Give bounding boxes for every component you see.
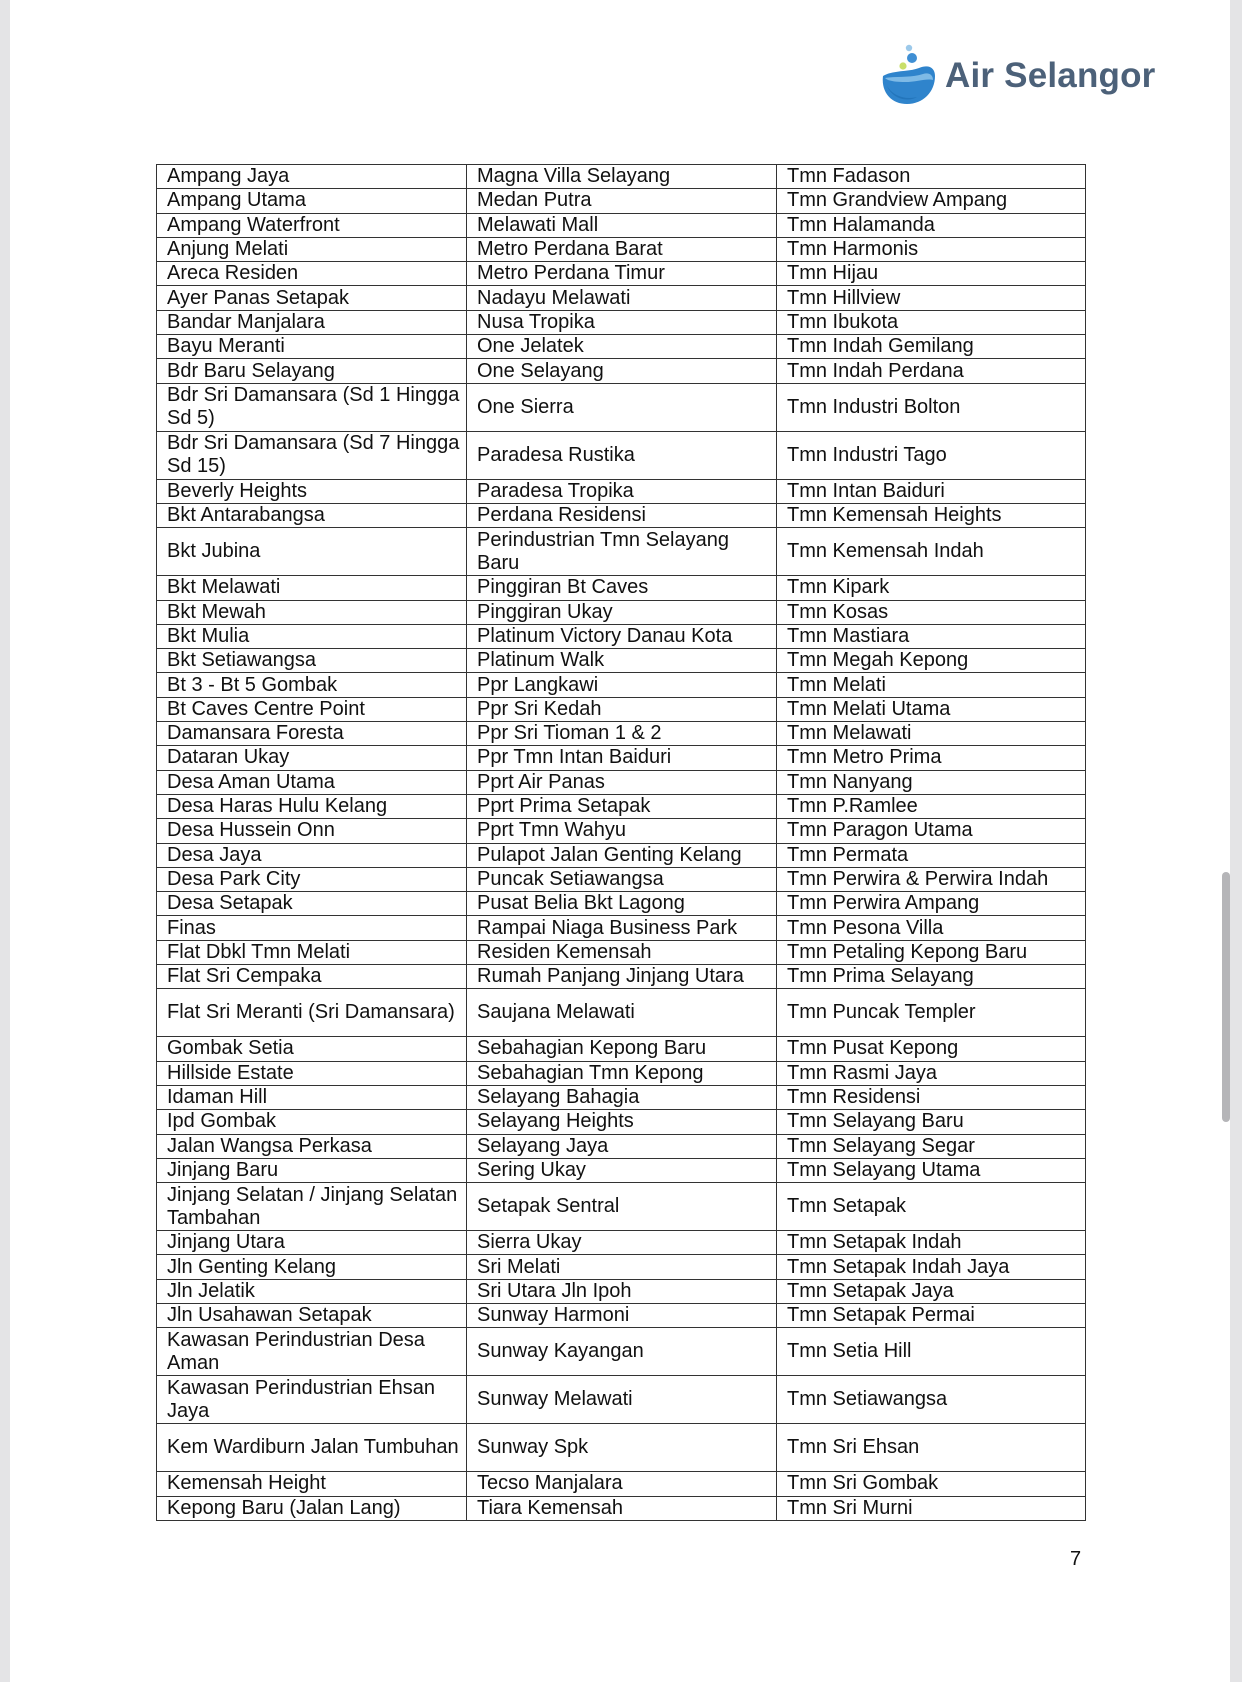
table-row (157, 722, 1086, 746)
table-cell: Perdana Residensi (467, 503, 777, 527)
table-row (157, 335, 1086, 359)
table-cell: Tmn Nanyang (777, 770, 1086, 794)
table-cell: Desa Hussein Onn (157, 819, 467, 843)
table-cell: Desa Jaya (157, 843, 467, 867)
table-cell: Tmn Setia Hill (777, 1328, 1086, 1376)
table-row (157, 794, 1086, 818)
table-cell: Tmn Hijau (777, 262, 1086, 286)
table-cell: Jinjang Utara (157, 1231, 467, 1255)
table-cell: Tmn Permata (777, 843, 1086, 867)
table-row (157, 1158, 1086, 1182)
table-row (157, 989, 1086, 1037)
table-cell: Nusa Tropika (467, 310, 777, 334)
table-cell: One Selayang (467, 359, 777, 383)
table-row (157, 1085, 1086, 1109)
table-cell: Areca Residen (157, 262, 467, 286)
table-cell: Tmn Perwira & Perwira Indah (777, 867, 1086, 891)
table-cell: Bkt Mewah (157, 600, 467, 624)
table-cell: Desa Haras Hulu Kelang (157, 794, 467, 818)
table-row (157, 843, 1086, 867)
table-cell: Ppr Sri Kedah (467, 697, 777, 721)
air-selangor-logo (879, 40, 1156, 112)
table-cell: Tmn Setapak (777, 1183, 1086, 1231)
table-cell: Tmn Mastiara (777, 624, 1086, 648)
table-cell: Tiara Kemensah (467, 1496, 777, 1520)
table-cell: Ayer Panas Setapak (157, 286, 467, 310)
table-row (157, 892, 1086, 916)
table-cell: Tmn Petaling Kepong Baru (777, 940, 1086, 964)
service-area-table (156, 164, 1086, 1521)
table-cell: Sunway Harmoni (467, 1303, 777, 1327)
table-cell: Bkt Antarabangsa (157, 503, 467, 527)
table-cell: Jln Jelatik (157, 1279, 467, 1303)
table-row (157, 359, 1086, 383)
table-cell: Idaman Hill (157, 1085, 467, 1109)
table-cell: Damansara Foresta (157, 722, 467, 746)
table-cell: Jinjang Selatan / Jinjang Selatan Tambahan (157, 1183, 467, 1231)
table-row (157, 1472, 1086, 1496)
table-cell: Tmn Megah Kepong (777, 649, 1086, 673)
table-cell: Flat Sri Meranti (Sri Damansara) (157, 989, 467, 1037)
table-cell: Jln Genting Kelang (157, 1255, 467, 1279)
table-cell: Tmn Sri Gombak (777, 1472, 1086, 1496)
table-cell: Tmn Melawati (777, 722, 1086, 746)
table-cell: Pusat Belia Bkt Lagong (467, 892, 777, 916)
table-cell: Tmn Indah Gemilang (777, 335, 1086, 359)
table-cell: Perindustrian Tmn Selayang Baru (467, 528, 777, 576)
table-row (157, 1376, 1086, 1424)
table-cell: Tmn Prima Selayang (777, 965, 1086, 989)
table-cell: Bkt Melawati (157, 576, 467, 600)
table-row (157, 673, 1086, 697)
table-cell: Tmn Harmonis (777, 237, 1086, 261)
table-cell: Tmn Indah Perdana (777, 359, 1086, 383)
table-cell: Kawasan Perindustrian Ehsan Jaya (157, 1376, 467, 1424)
table-cell: Kemensah Height (157, 1472, 467, 1496)
table-row (157, 600, 1086, 624)
table-cell: Rumah Panjang Jinjang Utara (467, 965, 777, 989)
table-cell: Jln Usahawan Setapak (157, 1303, 467, 1327)
table-cell: Residen Kemensah (467, 940, 777, 964)
table-cell: Tmn Setapak Indah Jaya (777, 1255, 1086, 1279)
table-cell: Bkt Setiawangsa (157, 649, 467, 673)
table-cell: Tmn Industri Tago (777, 431, 1086, 479)
table-row (157, 503, 1086, 527)
table-row (157, 431, 1086, 479)
table-cell: Tmn Industri Bolton (777, 383, 1086, 431)
table-cell: Bayu Meranti (157, 335, 467, 359)
table-row (157, 916, 1086, 940)
table-cell: Bdr Sri Damansara (Sd 1 Hingga Sd 5) (157, 383, 467, 431)
table-cell: Tmn Kemensah Heights (777, 503, 1086, 527)
table-cell: Tmn Sri Ehsan (777, 1424, 1086, 1472)
table-cell: Pprt Air Panas (467, 770, 777, 794)
table-row (157, 649, 1086, 673)
table-cell: Kem Wardiburn Jalan Tumbuhan (157, 1424, 467, 1472)
table-cell: Sebahagian Tmn Kepong (467, 1061, 777, 1085)
table-cell: Bt Caves Centre Point (157, 697, 467, 721)
table-cell: Sunway Spk (467, 1424, 777, 1472)
table-cell: Tmn Pesona Villa (777, 916, 1086, 940)
table-cell: Tmn Kipark (777, 576, 1086, 600)
table-cell: Tmn Selayang Baru (777, 1110, 1086, 1134)
table-row (157, 528, 1086, 576)
table-cell: Rampai Niaga Business Park (467, 916, 777, 940)
table-cell: Medan Putra (467, 189, 777, 213)
table-cell: Tmn Kemensah Indah (777, 528, 1086, 576)
table-row (157, 1255, 1086, 1279)
table-row (157, 1183, 1086, 1231)
table-cell: Tmn Intan Baiduri (777, 479, 1086, 503)
table-cell: Tmn Metro Prima (777, 746, 1086, 770)
table-cell: Selayang Heights (467, 1110, 777, 1134)
water-drop-icon (879, 42, 939, 110)
table-cell: Tmn Melati (777, 673, 1086, 697)
table-cell: Pinggiran Bt Caves (467, 576, 777, 600)
table-row (157, 697, 1086, 721)
table-row (157, 1061, 1086, 1085)
table-row (157, 1303, 1086, 1327)
table-cell: Bandar Manjalara (157, 310, 467, 334)
table-cell: Setapak Sentral (467, 1183, 777, 1231)
table-cell: Tmn Rasmi Jaya (777, 1061, 1086, 1085)
table-cell: Sierra Ukay (467, 1231, 777, 1255)
table-cell: One Jelatek (467, 335, 777, 359)
table-row (157, 1328, 1086, 1376)
table-row (157, 576, 1086, 600)
table-row (157, 1279, 1086, 1303)
table-cell: Flat Dbkl Tmn Melati (157, 940, 467, 964)
table-cell: Tmn Halamanda (777, 213, 1086, 237)
table-cell: Desa Park City (157, 867, 467, 891)
table-cell: Pprt Tmn Wahyu (467, 819, 777, 843)
table-cell: Platinum Walk (467, 649, 777, 673)
table-cell: Ampang Jaya (157, 165, 467, 189)
table-row (157, 262, 1086, 286)
table-row (157, 479, 1086, 503)
table-cell: Tmn Selayang Segar (777, 1134, 1086, 1158)
table-cell: Ampang Utama (157, 189, 467, 213)
table-cell: Selayang Jaya (467, 1134, 777, 1158)
table-cell: Tmn Paragon Utama (777, 819, 1086, 843)
table-cell: Bdr Baru Selayang (157, 359, 467, 383)
table-row (157, 770, 1086, 794)
table-cell: Pinggiran Ukay (467, 600, 777, 624)
table-cell: Kawasan Perindustrian Desa Aman (157, 1328, 467, 1376)
table-cell: Tmn Sri Murni (777, 1496, 1086, 1520)
table-cell: Jalan Wangsa Perkasa (157, 1134, 467, 1158)
table-cell: Tmn Melati Utama (777, 697, 1086, 721)
table-cell: Desa Setapak (157, 892, 467, 916)
table-row (157, 624, 1086, 648)
table-cell: Bkt Mulia (157, 624, 467, 648)
table-cell: Tmn P.Ramlee (777, 794, 1086, 818)
table-cell: Tmn Ibukota (777, 310, 1086, 334)
table-cell: Beverly Heights (157, 479, 467, 503)
table-row (157, 286, 1086, 310)
table-row (157, 1134, 1086, 1158)
table-cell: Tmn Hillview (777, 286, 1086, 310)
table-cell: Sunway Kayangan (467, 1328, 777, 1376)
table-cell: Saujana Melawati (467, 989, 777, 1037)
table-cell: Magna Villa Selayang (467, 165, 777, 189)
table-cell: Tmn Setapak Indah (777, 1231, 1086, 1255)
table-cell: Platinum Victory Danau Kota (467, 624, 777, 648)
table-cell: Tmn Grandview Ampang (777, 189, 1086, 213)
table-row (157, 310, 1086, 334)
table-cell: Paradesa Tropika (467, 479, 777, 503)
table-cell: Ppr Tmn Intan Baiduri (467, 746, 777, 770)
table-cell: Finas (157, 916, 467, 940)
table-row (157, 189, 1086, 213)
scrollbar-thumb[interactable] (1222, 872, 1230, 1122)
table-cell: Ppr Langkawi (467, 673, 777, 697)
table-cell: Tmn Selayang Utama (777, 1158, 1086, 1182)
table-cell: Sebahagian Kepong Baru (467, 1037, 777, 1061)
table-cell: Metro Perdana Timur (467, 262, 777, 286)
table-cell: Ampang Waterfront (157, 213, 467, 237)
table-cell: Tmn Setiawangsa (777, 1376, 1086, 1424)
table-row (157, 1496, 1086, 1520)
table-cell: Melawati Mall (467, 213, 777, 237)
table-row (157, 1424, 1086, 1472)
table-cell: Jinjang Baru (157, 1158, 467, 1182)
table-row (157, 383, 1086, 431)
table-row (157, 867, 1086, 891)
page-number: 7 (1070, 1548, 1082, 1570)
table-cell: Pulapot Jalan Genting Kelang (467, 843, 777, 867)
table-row (157, 165, 1086, 189)
table-cell: Puncak Setiawangsa (467, 867, 777, 891)
table-cell: Hillside Estate (157, 1061, 467, 1085)
table-cell: Tmn Fadason (777, 165, 1086, 189)
table-row (157, 819, 1086, 843)
document-page (10, 0, 1230, 1682)
table-cell: Paradesa Rustika (467, 431, 777, 479)
table-cell: Bt 3 - Bt 5 Gombak (157, 673, 467, 697)
table-cell: Bkt Jubina (157, 528, 467, 576)
table-cell: Tmn Setapak Jaya (777, 1279, 1086, 1303)
table-cell: Anjung Melati (157, 237, 467, 261)
table-cell: Ipd Gombak (157, 1110, 467, 1134)
table-cell: Tmn Puncak Templer (777, 989, 1086, 1037)
table-cell: Pprt Prima Setapak (467, 794, 777, 818)
table-cell: Tmn Kosas (777, 600, 1086, 624)
table-cell: Sering Ukay (467, 1158, 777, 1182)
table-row (157, 1037, 1086, 1061)
table-row (157, 237, 1086, 261)
table-row (157, 213, 1086, 237)
table-cell: Tmn Residensi (777, 1085, 1086, 1109)
table-cell: Bdr Sri Damansara (Sd 7 Hingga Sd 15) (157, 431, 467, 479)
logo-text: Air Selangor (945, 56, 1156, 95)
table-cell: Tmn Perwira Ampang (777, 892, 1086, 916)
table-cell: Gombak Setia (157, 1037, 467, 1061)
table-cell: Desa Aman Utama (157, 770, 467, 794)
table-row (157, 1110, 1086, 1134)
table-cell: Sunway Melawati (467, 1376, 777, 1424)
table-cell: Tmn Setapak Permai (777, 1303, 1086, 1327)
table-cell: Sri Melati (467, 1255, 777, 1279)
table-cell: Tmn Pusat Kepong (777, 1037, 1086, 1061)
table-cell: Sri Utara Jln Ipoh (467, 1279, 777, 1303)
table-cell: Selayang Bahagia (467, 1085, 777, 1109)
table-cell: Dataran Ukay (157, 746, 467, 770)
table-row (157, 1231, 1086, 1255)
table-cell: Flat Sri Cempaka (157, 965, 467, 989)
table-cell: Ppr Sri Tioman 1 & 2 (467, 722, 777, 746)
table-cell: Tecso Manjalara (467, 1472, 777, 1496)
table-cell: Metro Perdana Barat (467, 237, 777, 261)
table-row (157, 746, 1086, 770)
table-row (157, 965, 1086, 989)
table-row (157, 940, 1086, 964)
table-cell: One Sierra (467, 383, 777, 431)
table-cell: Nadayu Melawati (467, 286, 777, 310)
table-cell: Kepong Baru (Jalan Lang) (157, 1496, 467, 1520)
